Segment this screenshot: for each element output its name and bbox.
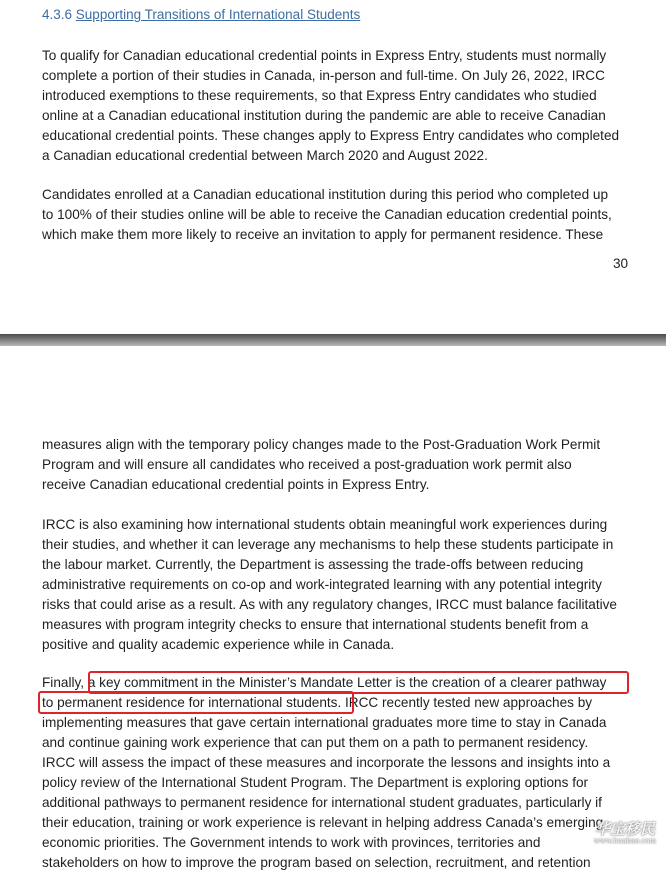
document-page-31 xyxy=(0,346,666,870)
document-page-30 xyxy=(0,0,666,334)
paragraph-line: IRCC will assess the impact of these measures and incorporate the lessons and insights into a xyxy=(42,755,611,770)
paragraph-line: administrative requirements on co-op and work-integrated learning with any potential integrity xyxy=(42,577,602,592)
paragraph-line: and continue gaining work experience that can put them on a path to permanent residency. xyxy=(42,735,589,750)
paragraph-line: complete a portion of their studies in Canada, in-person and full-time. On July 26, 2022, IRCC xyxy=(42,68,605,83)
paragraph-line: additional pathways to permanent residence for international student graduates, particularly if xyxy=(42,795,602,810)
paragraph-line: which make them more likely to receive an invitation to apply for permanent residence. These xyxy=(42,227,604,242)
page-separator xyxy=(0,334,666,346)
paragraph-line: IRCC is also examining how international students obtain meaningful work experiences during xyxy=(42,517,608,532)
paragraph-line: to permanent residence for international students. IRCC recently tested new approaches by xyxy=(42,695,593,710)
section-title-link[interactable]: Supporting Transitions of International Students xyxy=(75,7,361,22)
paragraph-line: measures align with the temporary policy changes made to the Post-Graduation Work Permit xyxy=(42,437,601,452)
paragraph-line: stakeholders on how to improve the program based on selection, recruitment, and retention xyxy=(42,855,591,870)
paragraph-line: Finally, a key commitment in the Minister’s Mandate Letter is the creation of a clearer pathway xyxy=(42,675,607,690)
paragraph-line: their studies, and whether it can leverage any mechanisms to help these students participate in xyxy=(42,537,614,552)
paragraph-line: a Canadian educational credential between March 2020 and August 2022. xyxy=(42,148,488,163)
paragraph-line: implementing measures that gave certain international graduates more time to stay in Canada xyxy=(42,715,607,730)
paragraph-line: policy review of the International Student Program. The Department is exploring options for xyxy=(42,775,589,790)
paragraph-line: risks that could arise as a result. As with any regulatory changes, IRCC must balance facilitative xyxy=(42,597,617,612)
section-number: 4.3.6 xyxy=(42,7,73,22)
watermark-logo xyxy=(590,822,660,858)
section-heading xyxy=(42,7,360,22)
page-number: 30 xyxy=(613,256,629,271)
paragraph-line: to 100% of their studies online will be able to receive the Canadian education credential points, xyxy=(42,207,612,222)
paragraph-line: positive and quality academic experience while in Canada. xyxy=(42,637,395,652)
paragraph-line: their education, training or work experience is relevant in helping address Canada’s emerging xyxy=(42,815,604,830)
paragraph-line: educational credential points. These changes apply to Express Entry candidates who completed xyxy=(42,128,620,143)
paragraph-line: economic priorities. The Government intends to work with provinces, territories and xyxy=(42,835,541,850)
paragraph-line: measures with program integrity checks to ensure that international students benefit from a xyxy=(42,617,589,632)
paragraph-line: Program and will ensure all candidates who received a post-graduation work permit also xyxy=(42,457,572,472)
paragraph-line: Candidates enrolled at a Canadian educational institution during this period who completed up xyxy=(42,187,609,202)
watermark-text: 华宝移民 xyxy=(594,820,655,838)
paragraph-line: receive Canadian educational credential points in Express Entry. xyxy=(42,477,430,492)
paragraph-line: the labour market. Currently, the Department is assessing the trade-offs between reducing xyxy=(42,557,584,572)
watermark-url: www.huabao.com xyxy=(593,837,657,845)
paragraph-line: online at a Canadian educational institution during the pandemic are able to receive Canadian xyxy=(42,108,606,123)
paragraph-line: introduced exemptions to these requirements, so that Express Entry candidates who studied xyxy=(42,88,597,103)
paragraph-line: To qualify for Canadian educational credential points in Express Entry, students must normally xyxy=(42,48,607,63)
